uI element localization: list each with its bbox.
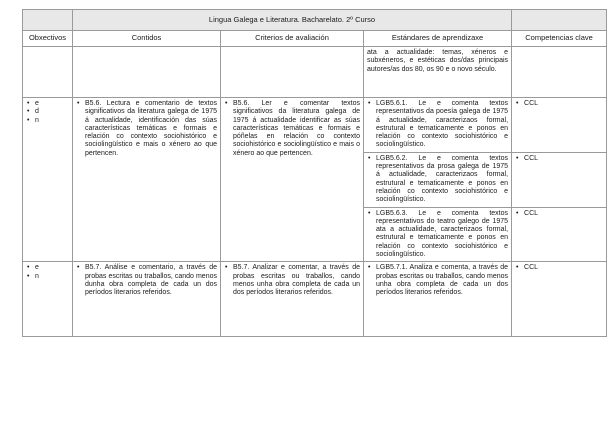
header-obxectivos: Obxectivos [23,31,73,47]
curriculum-table [22,9,607,337]
table-row [23,98,607,153]
criterio-text: • B5.6. Ler e comentar textos significativos da literatura galega de 1975 á actualidade identificar as súas características temáticas e formais e póñelas en relación co contexto sociohistórico e sociolingüístico e mais o xénero ao que pertencen. [224,100,360,158]
cont-estandares: ata a actualidade: temas, xéneros e subxéneros, e estéticas dos/das principais autores/as dos 80, os 90 e o novo século. [364,47,512,98]
obxectivos-cell [23,98,73,262]
header-criterios: Criterios de avaliación [221,31,364,47]
estandar-text: • LGB5.6.1. Le e comenta textos representativos da poesía galega de 1975 á actualidade, caracterizaos formal, estrutural e tematicamente e ponos en relación co contexto sociohistórico e sociolingüístico. [367,100,508,150]
competencia-text: • CCL [515,210,603,218]
header-estandares: Estándares de aprendizaxe [364,31,512,47]
obxectivo-item: • n [26,117,69,125]
table-row [23,262,607,337]
cont-obxectivos [23,47,73,98]
document-page [22,9,606,337]
contido-text: • B5.7. Análise e comentario, a través de probas escritas ou traballos, cando menos dunha obra completa de cada un dos períodos literarios referidos. [76,264,217,297]
title-right-blank [512,10,607,31]
estandar-cell [364,207,512,262]
header-contidos: Contidos [73,31,221,47]
estandar-cell [364,262,512,337]
estandar-text: • LGB5.6.3. Le e comenta textos representativos do teatro galego de 1975 ata a actualidade, caracterizaos formal, estrutural e tematicamente e ponos en relación co contexto sociohistórico e sociolingüístico. [367,210,508,260]
obxectivo-item: • e [26,100,69,108]
obxectivos-cell [23,262,73,337]
header-competencias: Competencias clave [512,31,607,47]
table-title: Lingua Galega e Literatura. Bacharelato. 2º Curso [73,10,512,31]
estandar-text: • LGB5.7.1. Analiza e comenta, a través de probas escritas ou traballos, cando menos unha obra completa de cada un dos períodos literarios referidos. [367,264,508,297]
estandar-text: • LGB5.6.2. Le e comenta textos representativos da prosa galega de 1975 á actualidade, caracterizaos formal, estrutural e tematicamente e ponos en relación co contexto sociohistórico e sociolingüístico. [367,155,508,205]
contido-cell [73,262,221,337]
competencia-text: • CCL [515,155,603,163]
competencia-cell [512,207,607,262]
table-row-continuation [23,47,607,98]
criterio-cell [221,98,364,262]
competencia-text: • CCL [515,264,603,272]
estandar-cell [364,98,512,153]
contido-cell [73,98,221,262]
title-left-blank [23,10,73,31]
contido-text: • B5.6. Lectura e comentario de textos significativos da literatura galega de 1975 á actualidade, identificación das súas características temáticas e formais e relación co contexto sociohistórico e sociolingüístico e mais o xénero ao que pertencen. [76,100,217,158]
estandar-cell [364,152,512,207]
cont-criterios [221,47,364,98]
competencia-text: • CCL [515,100,603,108]
cont-competencias [512,47,607,98]
obxectivo-item: • n [26,273,69,281]
competencia-cell [512,152,607,207]
obxectivo-item: • d [26,108,69,116]
criterio-cell [221,262,364,337]
criterio-text: • B5.7. Analizar e comentar, a través de probas escritas ou traballos, cando menos unha obra completa de cada un dos períodos literarios referidos. [224,264,360,297]
cont-contidos [73,47,221,98]
obxectivo-item: • e [26,264,69,272]
competencia-cell [512,262,607,337]
competencia-cell [512,98,607,153]
